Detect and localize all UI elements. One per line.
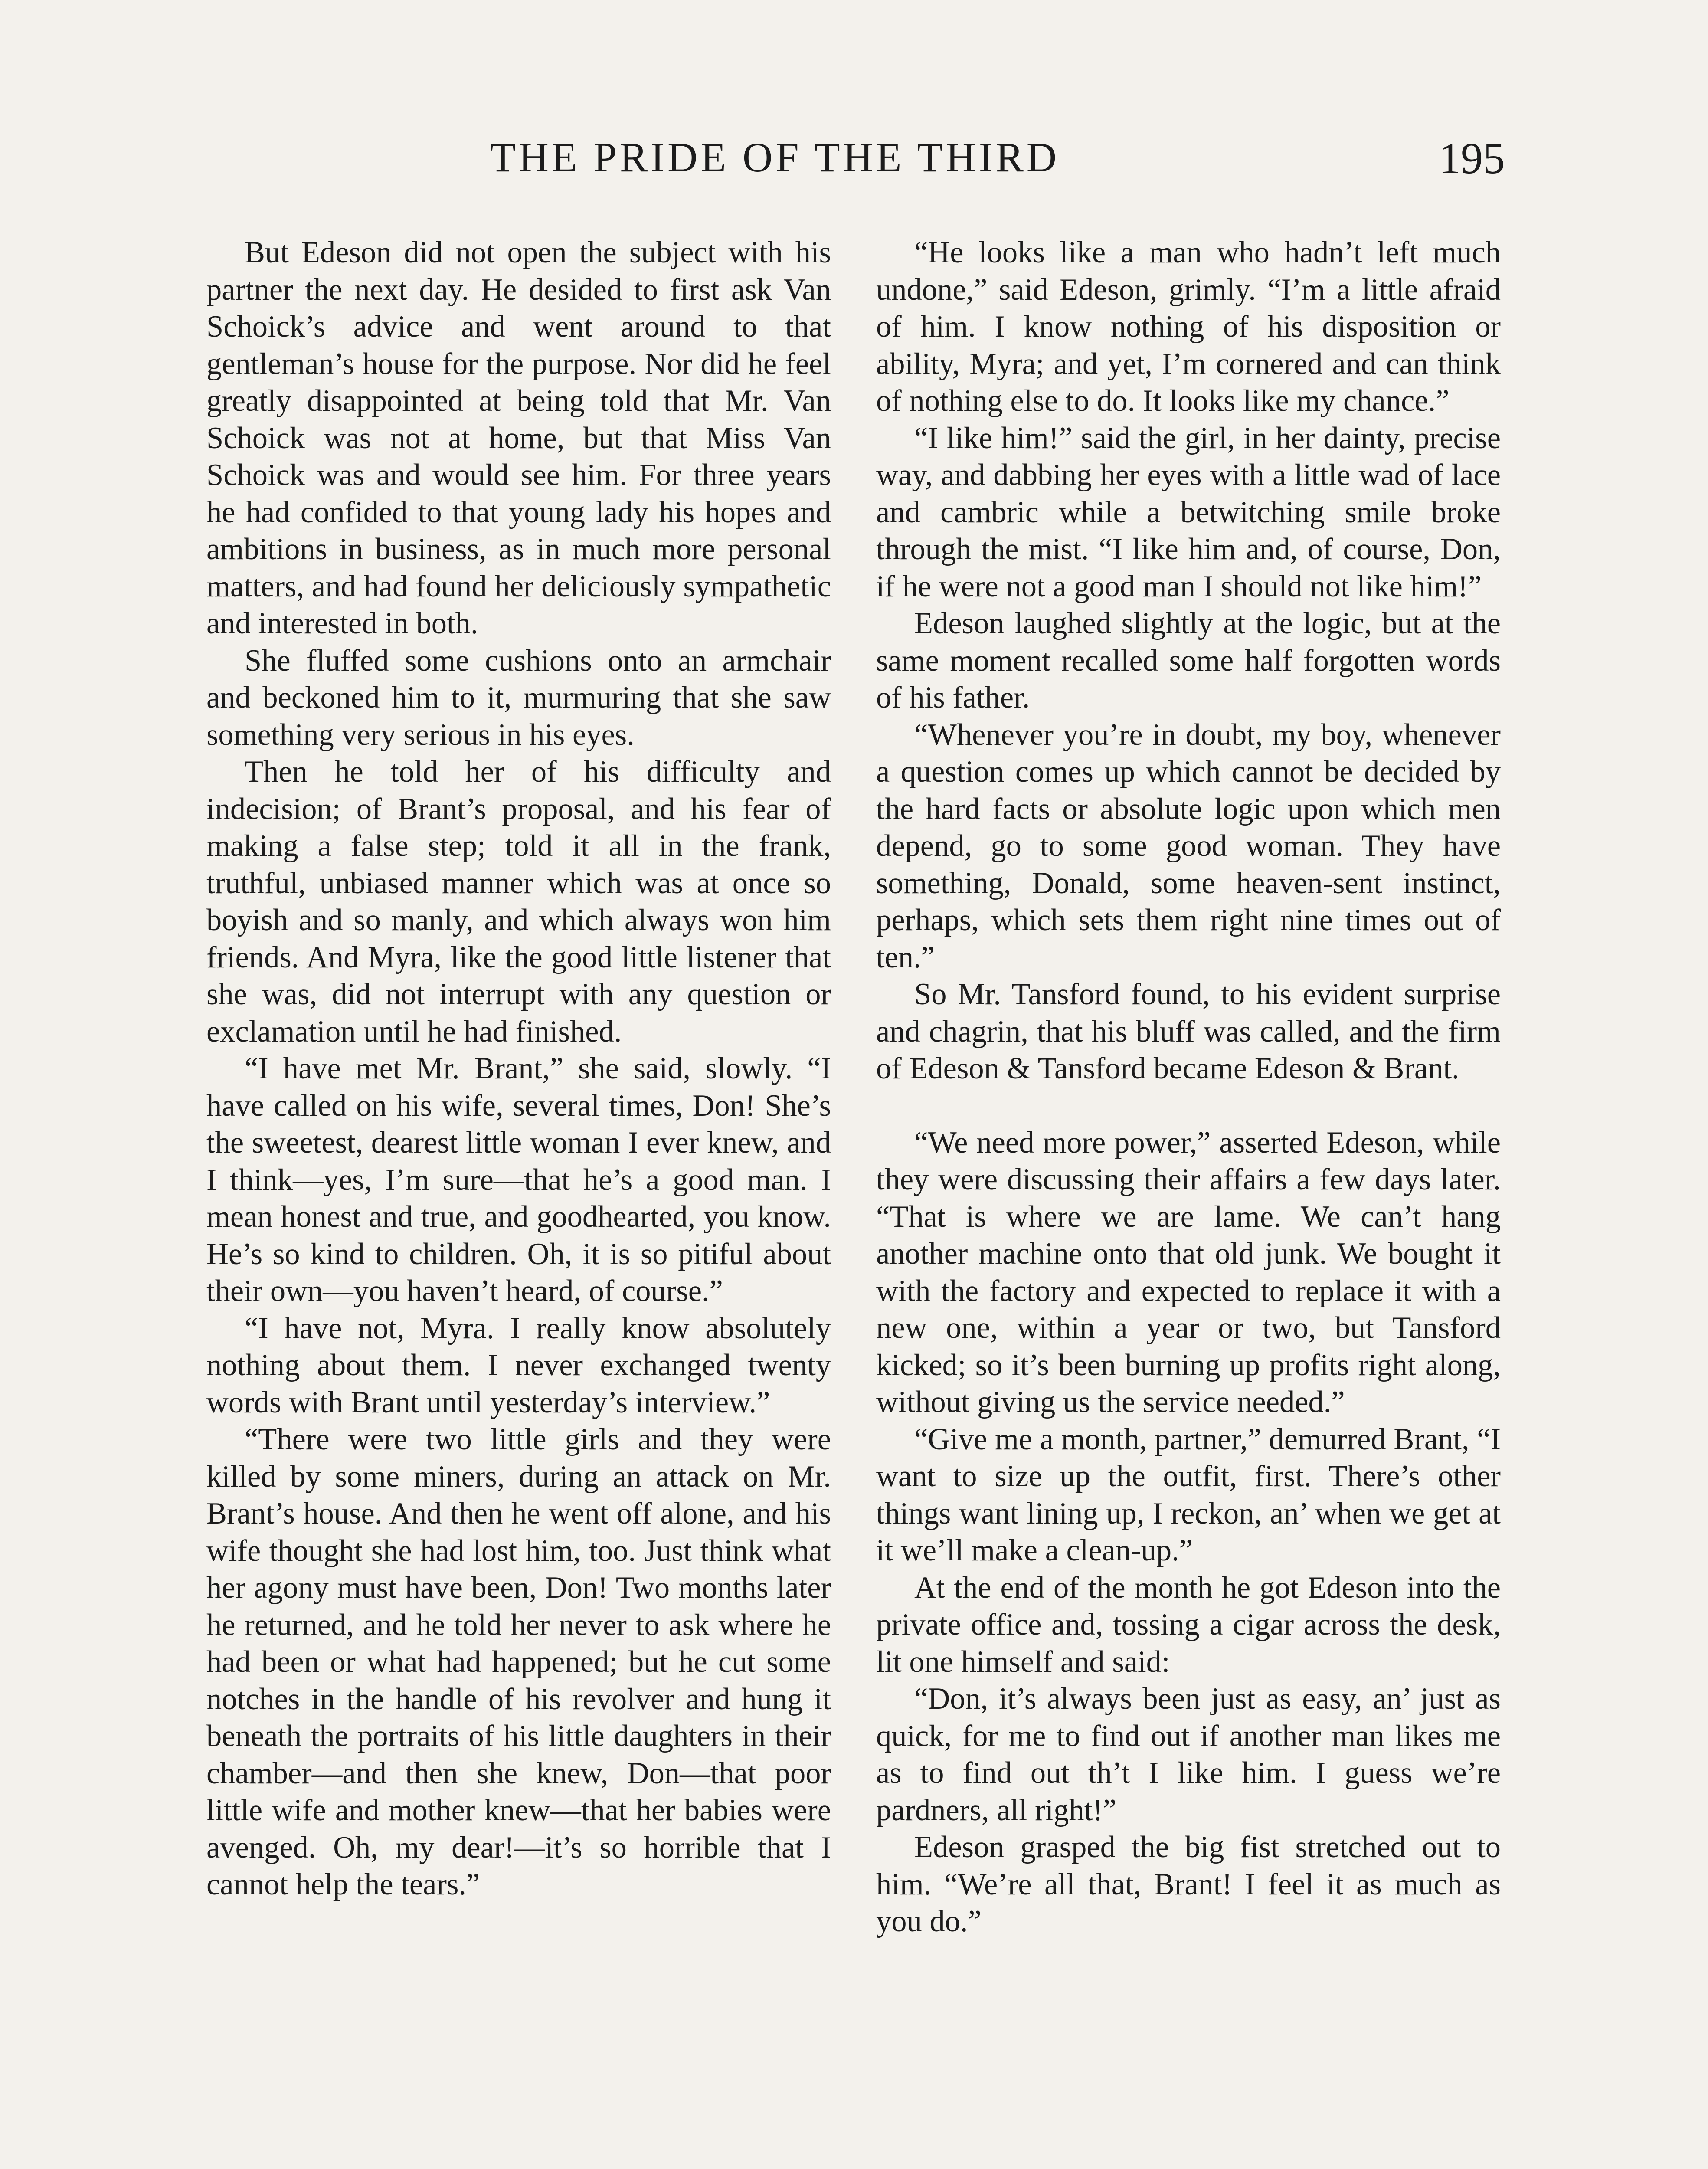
page-number: 195	[1439, 134, 1505, 183]
paragraph: “Whenever you’re in doubt, my boy, whenever a question comes up which cannot be decided by the hard facts or absolute logic upon which men depend, go to some good woman. They have something, Donald, some heaven-sent instinct, perhaps, which sets them right nine times out of ten.”	[876, 718, 1501, 974]
paragraph: But Edeson did not open the subject with his partner the next day. He desided to first ask Van Schoick’s advice and went around to that gentleman’s house for the purpose. Nor did he feel greatly disappointed at being told that Mr. Van Schoick was not at home, but that Miss Van Schoick was and would see him. For three years he had confided to that young lady his hopes and ambitions in business, as in much more personal matters, and had found her deliciously sympathetic and interested in both.	[206, 236, 831, 640]
paragraph: “Don, it’s always been just as easy, an’ just as quick, for me to find out if another man likes me as to find out th’t I like him. I guess we’re pardners, all right!”	[876, 1682, 1501, 1827]
paragraph: Edeson grasped the big fist stretched out to him. “We’re all that, Brant! I feel it as much as you do.”	[876, 1830, 1501, 1938]
paragraph: “I have not, Myra. I really know absolutely nothing about them. I never exchanged twenty words with Brant until yesterday’s interview.”	[206, 1311, 831, 1419]
left-column	[206, 234, 831, 1904]
paragraph: She fluffed some cushions onto an armchair and beckoned him to it, murmuring that she saw something very serious in his eyes.	[206, 643, 831, 752]
paragraph: “There were two little girls and they were killed by some miners, during an attack on Mr. Brant’s house. And then he went off alone, and his wife thought she had lost him, too. Just think what her agony must have been, Don! Two months later he returned, and he told her never to ask where he had been or what had happened; but he cut some notches in the handle of his revolver and hung it beneath the portraits of his little daughters in their chamber—and then she knew, Don—that poor little wife and mother knew—that her babies were avenged. Oh, my dear!—it’s so horrible that I cannot help the tears.”	[206, 1422, 831, 1901]
right-column	[876, 234, 1501, 1940]
paragraph: “He looks like a man who hadn’t left much undone,” said Edeson, grimly. “I’m a little afraid of him. I know nothing of his disposition or ability, Myra; and yet, I’m cornered and can think of nothing else to do. It looks like my chance.”	[876, 236, 1501, 418]
paragraph: So Mr. Tansford found, to his evident surprise and chagrin, that his bluff was called, and the firm of Edeson & Tansford became Edeson & Brant.	[876, 977, 1501, 1085]
page-header	[204, 132, 1505, 193]
paragraph: Edeson laughed slightly at the logic, but at the same moment recalled some half forgotten words of his father.	[876, 606, 1501, 714]
paragraph: “Give me a month, partner,” demurred Brant, “I want to size up the outfit, first. There’s other things want lining up, I reckon, an’ when we get at it we’ll make a clean-up.”	[876, 1422, 1501, 1567]
paragraph: Then he told her of his difficulty and indecision; of Brant’s proposal, and his fear of making a false step; told it all in the frank, truthful, unbiased manner which was at once so boyish and so manly, and which always won him friends. And Myra, like the good little listener that she was, did not interrupt with any question or exclamation until he had finished.	[206, 755, 831, 1048]
paragraph: At the end of the month he got Edeson into the private office and, tossing a cigar across the desk, lit one himself and said:	[876, 1570, 1501, 1679]
running-title: THE PRIDE OF THE THIRD	[490, 134, 1060, 180]
paragraph: “I like him!” said the girl, in her dainty, precise way, and dabbing her eyes with a little wad of lace and cambric while a betwitching smile broke through the mist. “I like him and, of course, Don, if he were not a good man I should not like him!”	[876, 421, 1501, 603]
paragraph: “I have met Mr. Brant,” she said, slowly. “I have called on his wife, several times, Don! She’s the sweetest, dearest little woman I ever knew, and I think—yes, I’m sure—that he’s a good man. I mean honest and true, and goodhearted, you know. He’s so kind to children. Oh, it is so pitiful about their own—you haven’t heard, of course.”	[206, 1052, 831, 1308]
paragraph: “We need more power,” asserted Edeson, while they were discussing their affairs a few days later. “That is where we are lame. We can’t hang another machine onto that old junk. We bought it with the factory and expected to replace it with a new one, within a year or two, but Tansford kicked; so it’s been burning up profits right along, without giving us the service needed.”	[876, 1125, 1501, 1419]
